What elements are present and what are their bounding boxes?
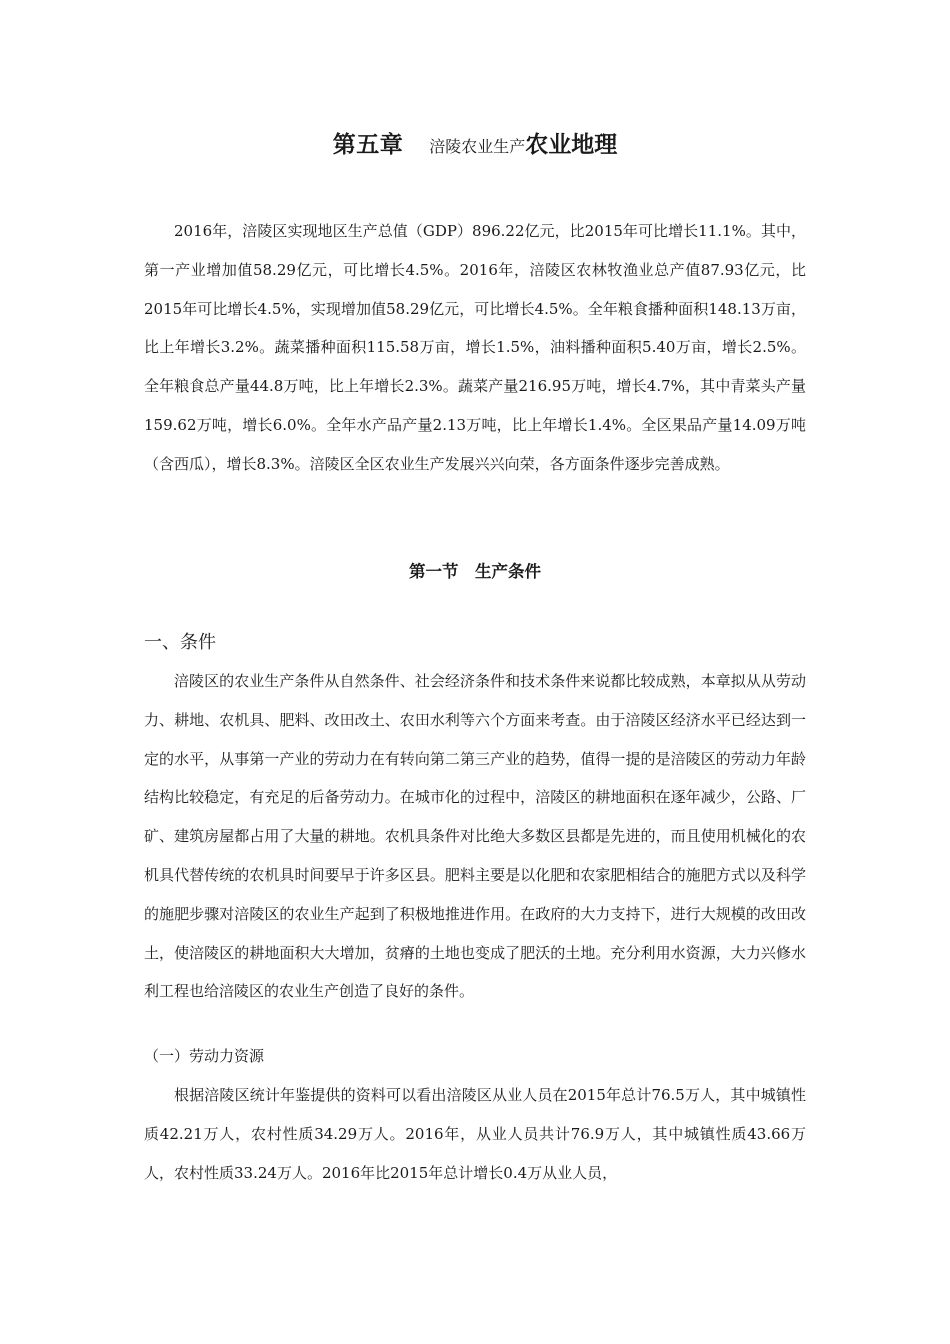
chapter-number: 第五章 [332,131,404,158]
chapter-subtitle: 涪陵农业生产 [429,137,526,156]
conditions-paragraph: 涪陵区的农业生产条件从自然条件、社会经济条件和技术条件来说都比较成熟，本章拟从从劳动力、耕地、农机具、肥料、改田改土、农田水利等六个方面来考查。由于涪陵区经济水平已经达到一定的水平，从事第一产业的劳动力在有转向第二第三产业的趋势，值得一提的是涪陵区的劳动力年龄结构比较稳定，有充足的后备劳动力。在城市化的过程中，涪陵区的耕地面积在逐年减少，公路、厂矿、建筑房屋都占用了大量的耕地。农机具条件对比绝大多数区县都是先进的，而且使用机械化的农机具代替传统的农机具时间要早于许多区县。肥料主要是以化肥和农家肥相结合的施肥方式以及科学的施肥步骤对涪陵区的农业生产起到了积极地推进作用。在政府的大力支持下，进行大规模的改田改土，使涪陵区的耕地面积大大增加，贫瘠的土地也变成了肥沃的土地。充分利用水资源，大力兴修水利工程也给涪陵区的农业生产创造了良好的条件。 [144,672,806,1001]
section-title: 第一节 生产条件 [409,562,541,581]
heading-conditions: 一、条件 [144,632,216,653]
chapter-main-title: 农业地理 [525,131,618,158]
labor-paragraph: 根据涪陵区统计年鉴提供的资料可以看出涪陵区从业人员在2015年总计76.5万人，其中城镇性质42.21万人，农村性质34.29万人。2016年，从业人员共计76.9万人，其中城镇性质43.66万人，农村性质33.24万人。2016年比2015年总计增长0.4万从业人员， [144,1086,806,1182]
chapter-title [0,126,950,159]
intro-paragraph: 2016年，涪陵区实现地区生产总值（GDP）896.22亿元，比2015年可比增长11.1%。其中，第一产业增加值58.29亿元，可比增长4.5%。2016年，涪陵区农林牧渔业总产值87.93亿元，比2015年可比增长4.5%，实现增加值58.29亿元，可比增长4.5%。全年粮食播种面积148.13万亩，比上年增长3.2%。蔬菜播种面积115.58万亩，增长1.5%，油料播种面积5.40万亩，增长2.5%。全年粮食总产量44.8万吨，比上年增长2.3%。蔬菜产量216.95万吨，增长4.7%，其中青菜头产量159.62万吨，增长6.0%。全年水产品产量2.13万吨，比上年增长1.4%。全区果品产量14.09万吨（含西瓜），增长8.3%。涪陵区全区农业生产发展兴兴向荣，各方面条件逐步完善成熟。 [144,222,806,473]
subheading-labor: （一）劳动力资源 [144,1047,265,1065]
